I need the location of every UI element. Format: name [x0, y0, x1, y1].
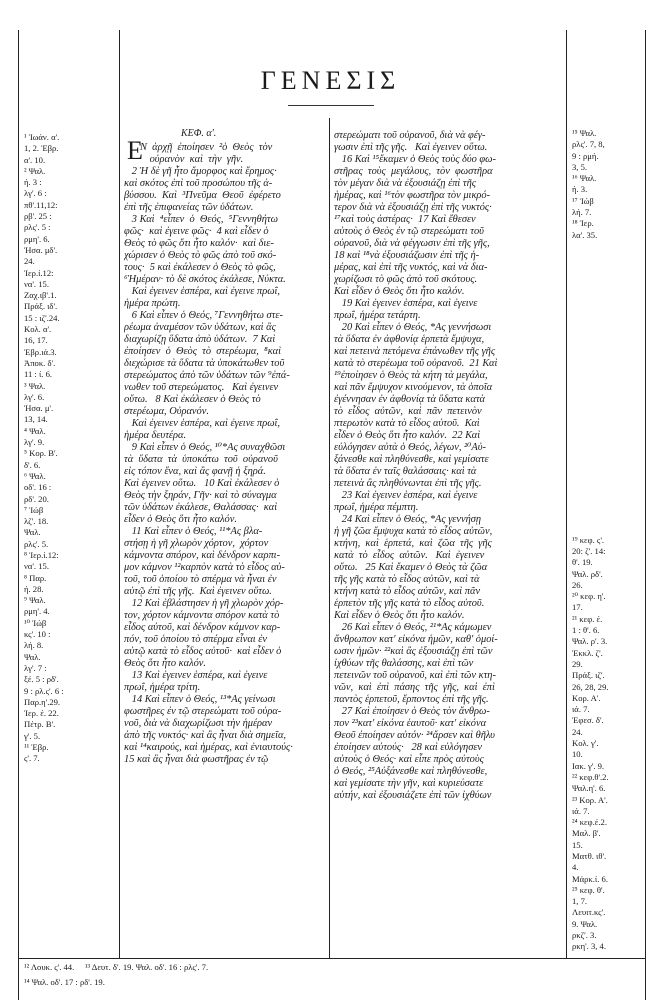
margin-reference: Ψαλ. ρδ'. — [572, 568, 603, 579]
margin-reference: 4. — [572, 862, 579, 873]
margin-reference: ⁶ Ψαλ. — [24, 470, 46, 481]
margin-reference: λή. 8. — [24, 640, 44, 651]
margin-reference: ρκη'. 3, 4. — [572, 941, 606, 952]
text-line: 11 Καὶ εἶπεν ὁ Θεός, ¹¹*Ας βλα- — [124, 526, 263, 537]
text-line: τῶν ὑδάτων ἐκάλεσε, Θαλάσσας· καὶ — [124, 502, 278, 513]
text-line: τοῦ, τοῦ ὁποίου τὸ σπέρμα νὰ ἦναι ἐν — [124, 574, 277, 585]
text-line: Θεὸς τὸ φῶς ὅτι ἦτο καλόν· καὶ διε- — [124, 238, 274, 249]
text-line: πρωΐ, ἡμέρα τετάρτη. — [334, 310, 421, 321]
text-line: ἐπὶ τῆς ἐπιφανείας τῶν ὑδάτων. — [124, 202, 254, 213]
margin-reference — [572, 512, 644, 523]
margin-reference: Ἐφεσ. δ'. — [572, 715, 604, 726]
text-line: 3 Καὶ ⁴εἶπεν ὁ Θεός, ⁵Γεννηθήτω — [124, 214, 278, 225]
text-line: κατὰ τὸ στερέωμα τοῦ οὐρανοῦ. 21 Καὶ — [334, 358, 498, 369]
text-line: ἐποίησεν ὁ Θεὸς τὸ στερέωμα, ⁸καὶ — [124, 346, 282, 357]
margin-reference: Μαλ. β'. — [572, 828, 601, 839]
margin-reference: ¹¹ Ἑβρ. — [24, 742, 49, 753]
margin-reference — [572, 297, 644, 308]
text-line: εἶδεν ὁ Θεὸς ὅτι ἦτο καλόν. 22 Καὶ — [334, 430, 481, 441]
margin-reference: οδ'. 16 : — [24, 482, 52, 493]
text-column-2 — [334, 130, 564, 958]
margin-reference: λγ'. 6. — [24, 391, 45, 402]
margin-reference: πθ'.11,12: — [24, 199, 58, 210]
margin-reference: ρμη'. 6. — [24, 233, 50, 244]
margin-reference: 9 : ρμή. — [572, 150, 599, 161]
margin-reference: Ἡσα. μδ'. — [24, 244, 58, 255]
text-line: 12 Καὶ ἐβλάστησεν ἡ γῆ χλωρὸν χόρ- — [124, 598, 284, 609]
title-underline — [288, 105, 374, 106]
margin-reference — [572, 309, 644, 320]
margin-reference: ρκζ'. 3. — [572, 930, 597, 941]
text-line: οὕτω. 25 Καὶ ἔκαμεν ὁ Θεὸς τὰ ζῶα — [334, 562, 488, 573]
text-line: φωστῆρες ἐν τῷ στερεώματι τοῦ οὐρα- — [124, 706, 282, 717]
margin-reference: ⁸ Παρ. — [24, 572, 47, 583]
margin-reference: 29. — [572, 658, 583, 669]
text-line: Ν ἀρχῇ ἐποίησεν ²ὁ Θεὸς τὸν — [140, 142, 273, 153]
margin-reference: Κολ. α'. — [24, 324, 52, 335]
right-border — [645, 30, 646, 1000]
text-line: πετεινῶν τοῦ οὐρανοῦ, καὶ ἐπὶ τῶν κτη- — [334, 670, 496, 681]
margin-reference — [572, 286, 644, 297]
margin-reference: 26. — [572, 579, 583, 590]
margin-reference: ²³ Κορ. Α'. — [572, 794, 608, 805]
text-line: ξάνεσθε καὶ πληθύνεσθε, καὶ γεμίσατε — [334, 454, 489, 465]
text-line: καὶ πετεινὰ πετόμενα ἐπάνωθεν τῆς γῆς — [334, 346, 496, 357]
text-line: 9 Καὶ εἶπεν ὁ Θεός, ¹⁰*Ας συναχθῶσι — [124, 442, 286, 453]
text-line: 15 καὶ ἂς ἦναι διὰ φωστῆρας ἐν τῷ — [124, 754, 269, 765]
margin-reference: ιά. 7. — [572, 704, 590, 715]
margin-reference — [572, 252, 644, 263]
margin-reference: λζ'. 18. — [24, 516, 49, 527]
margin-reference: ρδ'. 20. — [24, 493, 49, 504]
text-line: παντὸς ἑρπετοῦ, ἕρποντος ἐπὶ τῆς γῆς. — [334, 694, 489, 705]
text-line: κτήνη, καὶ ἑρπετά, καὶ ζῶα τῆς γῆς — [334, 538, 492, 549]
text-line: γωσιν ἐπὶ τῆς γῆς. Καὶ ἐγεινεν οὕτω. — [334, 142, 488, 153]
text-line: στερεώματος ἀπὸ τῶν ὑδάτων τῶν ⁹ἐπά- — [124, 370, 290, 381]
margin-reference: ¹⁹ κεφ. ς'. — [572, 534, 605, 545]
text-line: καὶ σκότος ἐπὶ τοῦ προσώπου τῆς ἀ- — [124, 178, 273, 189]
margin-reference: γ'. 5. — [24, 730, 41, 741]
text-line: 14 Καὶ εἶπεν ὁ Θεός, ¹³*Ας γείνωσι — [124, 694, 276, 705]
margin-reference — [572, 388, 644, 399]
margin-reference — [572, 354, 644, 365]
text-line: στερέωμα, Οὐρανόν. — [124, 406, 209, 417]
right-margin-divider — [566, 30, 567, 958]
margin-reference: ρλς'. 7, 8, — [572, 139, 605, 150]
text-line: 27 Καὶ ἐποίησεν ὁ Θεὸς τὸν ἄνθρω- — [334, 706, 490, 717]
text-line: 6 Καὶ εἶπεν ὁ Θεός, ⁷Γεννηθήτω στε- — [124, 310, 283, 321]
text-line: πετεινὰ ἂς πληθύνωνται ἐπὶ τῆς γῆς. — [334, 478, 482, 489]
text-line: καὶ ¹⁴καιρούς, καὶ ἡμέρας, καὶ ἐνιαυτούς· — [124, 742, 293, 753]
text-line: πρωΐ, ἡμέρα πέμπτη. — [334, 502, 419, 513]
margin-reference: ιά. 7. — [572, 805, 590, 816]
margin-reference: λα'. 35. — [572, 229, 598, 240]
margin-reference: 11 : ί. 6. — [24, 369, 53, 380]
margin-reference — [572, 478, 644, 489]
text-line: αὐτῷ κατὰ τὸ εἶδος αὐτοῦ· καὶ εἶδεν ὁ — [124, 646, 282, 657]
margin-reference: ¹⁶ Ψαλ. — [572, 173, 597, 184]
text-line: βύσσου. Καὶ ³Πνεῦμα Θεοῦ ἐφέρετο — [124, 190, 281, 201]
text-line: φῶς· καὶ ἐγεινε φῶς· 4 καὶ εἶδεν ὁ — [124, 226, 269, 237]
text-line: ἑρπετὸν τῆς γῆς κατὰ τὸ εἶδος αὐτοῦ. — [334, 598, 485, 609]
margin-reference: ή. 3 : — [24, 177, 42, 188]
margin-reference: ρμη'. 4. — [24, 606, 50, 617]
margin-reference — [572, 467, 644, 478]
text-line: χωρίζωσι τὸ φῶς ἀπὸ τοῦ σκότους. — [334, 274, 478, 285]
margin-reference — [572, 264, 644, 275]
margin-reference: 24. — [572, 726, 583, 737]
margin-reference: 13, 14. — [24, 414, 48, 425]
drop-cap: Ε — [127, 136, 143, 165]
column-divider — [329, 118, 330, 958]
text-line: οὐρανὸν καὶ τὴν γῆν. — [134, 154, 244, 165]
text-line: Θεὸς τὴν ξηράν, Γῆν· καὶ τὸ σύναγμα — [124, 490, 277, 501]
text-line: ἄνθρωπον κατ' εἰκόνα ἡμῶν, καθ' ὁμοί- — [334, 634, 498, 645]
text-line: ἐποίησεν αὐτούς· 28 καὶ εὐλόγησεν — [334, 742, 483, 753]
text-column-1 — [124, 142, 327, 958]
margin-reference: 20: ζ'. 14: — [572, 545, 606, 556]
margin-reference: 26, 28, 29. — [572, 681, 609, 692]
text-line: κάμνοντα σπόρον, καὶ δένδρον καρπι- — [124, 550, 281, 561]
margin-reference: Ἡσα. μ'. — [24, 403, 54, 414]
text-line: αὐτήν, καὶ ἐξουσιάζετε ἐπὶ τῶν ἰχθύων — [334, 790, 492, 801]
margin-reference: ρβ'. 25 : — [24, 211, 52, 222]
text-line: ἡμέρα πρώτη. — [124, 298, 181, 309]
margin-reference: ⁷ Ἰώβ — [24, 504, 44, 515]
margin-reference: 9 : ρλ.ς'. 6 : — [24, 685, 64, 696]
margin-reference: ²⁴ κεφ.έ.2. — [572, 817, 607, 828]
footnote-line-1: ¹² Λουκ. ς'. 44. ¹³ Δευτ. δ'. 19. Ψαλ. οδ'. 16 : ρλς'. 7. — [24, 962, 209, 972]
margin-reference: 16, 17. — [24, 335, 48, 346]
margin-reference: Ψαλ. — [24, 651, 41, 662]
margin-reference: ρλς'. 5 : — [24, 222, 51, 233]
margin-reference: να'. 15. — [24, 561, 49, 572]
margin-reference: 3, 5. — [572, 161, 588, 172]
text-line: διεχώρισε τὰ ὕδατα τὰ ὑποκάτωθεν τοῦ — [124, 358, 285, 369]
margin-reference — [572, 422, 644, 433]
margin-reference — [572, 456, 644, 467]
text-line: καὶ γεμίσατε τὴν γῆν, καὶ κυριεύσατε — [334, 778, 484, 789]
text-line: Καὶ εἶδεν ὁ Θεὸς ὅτι ἦτο καλόν. — [334, 286, 465, 297]
margin-reference: λγ'. 6 : — [24, 188, 47, 199]
margin-reference — [572, 241, 644, 252]
margin-reference: Ιακ. γ'. 9. — [572, 760, 605, 771]
margin-reference — [572, 433, 644, 444]
margin-reference: Παρ.η'.29. — [24, 696, 61, 707]
margin-reference: λγ'. 9. — [24, 437, 45, 448]
margin-reference: ² Ψαλ. — [24, 165, 46, 176]
margin-reference: Ἐκκλ. ζ'. — [572, 647, 603, 658]
margin-reference: 15. — [572, 839, 583, 850]
margin-reference — [572, 399, 644, 410]
text-line: κατὰ τὸ εἶδος αὐτῶν. Καὶ ἐγεινεν — [334, 550, 485, 561]
text-line: 20 Καὶ εἶπεν ὁ Θεός, *Ας γεννήσωσι — [334, 322, 492, 333]
margin-reference: ⁴ Ψαλ. — [24, 425, 46, 436]
margin-reference: Ἑβρ.ιά.3. — [24, 346, 57, 357]
margin-reference — [572, 490, 644, 501]
margin-reference: Ψαλ. ρ'. 3. — [572, 636, 608, 647]
text-line: μον κάμνον ¹²καρπὸν κατὰ τὸ εἶδος αὐ- — [124, 562, 285, 573]
text-line: ἡμέρας, καὶ ¹⁶τὸν φωστῆρα τὸν μικρό- — [334, 190, 491, 201]
text-line: πτερωτὸν κατὰ τὸ εἶδος αὐτοῦ. Καὶ — [334, 418, 480, 429]
margin-reference: ²⁰ κεφ. η'. — [572, 591, 606, 602]
margin-reference — [572, 275, 644, 286]
text-line: διαχωρίζῃ ὕδατα ἀπὸ ὑδάτων. 7 Καὶ — [124, 334, 276, 345]
margin-reference: Πράξ. ιδ'. — [24, 301, 58, 312]
text-line: πρωΐ, ἡμέρα τρίτη. — [124, 682, 201, 693]
margin-reference: ⁹ Ψαλ. — [24, 595, 46, 606]
text-line: εἶδεν ὁ Θεὸς ὅτι ἦτο καλόν. — [124, 514, 237, 525]
margin-reference: 1, 2. Ἑβρ. — [24, 143, 59, 154]
margin-reference: Πέτρ. Β'. — [24, 719, 56, 730]
text-line: στερεώματι τοῦ οὐρανοῦ, διὰ νὰ φέγ- — [334, 130, 486, 141]
left-margin-divider — [119, 30, 120, 958]
margin-reference — [572, 331, 644, 342]
margin-reference: Κορ. Α'. — [572, 692, 601, 703]
margin-reference: ή. 3. — [572, 184, 588, 195]
text-line: νωθεν τοῦ στερεώματος. Καὶ ἐγεινεν — [124, 382, 279, 393]
text-line: Καὶ ἐγεινεν ἑσπέρα, καὶ ἐγεινε πρωΐ, — [124, 418, 281, 429]
margin-reference: 10. — [572, 749, 583, 760]
margin-reference: να'. 15. — [24, 278, 49, 289]
text-line: στήσῃ ἡ γῆ χλωρὸν χόρτον, χόρτον — [124, 538, 269, 549]
margin-reference: Πράξ. ιζ'. — [572, 670, 605, 681]
text-line: τερον διὰ νὰ ἐξουσιάζῃ ἐπὶ τῆς νυκτός· — [334, 202, 492, 213]
text-line: νοῦ, διὰ νὰ διαχωρίζωσι τὴν ἡμέραν — [124, 718, 273, 729]
margin-reference — [572, 501, 644, 512]
margin-reference: Ἱερ. έ. 22. — [24, 708, 59, 719]
margin-reference: Ματθ. ιθ'. — [572, 851, 607, 861]
text-line: οὕτω. 8 Καὶ ἐκάλεσεν ὁ Θεὸς τὸ — [124, 394, 261, 405]
left-margin-references — [24, 132, 118, 952]
chapter-heading: ΚΕΦ. α'. — [181, 128, 217, 139]
text-line: ἰχθύων τῆς θαλάσσης, καὶ ἐπὶ τῶν — [334, 658, 474, 669]
margin-reference: Ζαχ.ιβ'.1. — [24, 290, 57, 301]
margin-reference: 15 : ιζ'.24. — [24, 312, 60, 323]
text-line: τὰ ὕδατα ἐν ἀφθονίᾳ ἑρπετὰ ἔμψυχα, — [334, 334, 485, 345]
text-line: τους· 5 καὶ ἐκάλεσεν ὁ Θεὸς τὸ φῶς, — [124, 262, 276, 273]
text-line: ἡ γῆ ζῶα ἔμψυχα κατὰ τὸ εἶδος αὐτῶν, — [334, 526, 493, 537]
text-line: τὰ ὕδατα ἐν ταῖς θαλάσσαις· καὶ τὰ — [334, 466, 477, 477]
text-line: Καὶ ἐγεινεν οὕτω. 10 Καὶ ἐκάλεσεν ὁ — [124, 478, 280, 489]
margin-reference — [572, 523, 644, 534]
margin-reference: δ'. 6. — [24, 459, 41, 470]
margin-reference: Ψαλ. — [24, 527, 41, 538]
margin-reference — [572, 320, 644, 331]
text-line: μέρας, καὶ ἐπὶ τῆς νυκτός, καὶ νὰ δια- — [334, 262, 488, 273]
text-line: ¹⁹ἐποίησεν ὁ Θεὸς τὰ κήτη τὰ μεγάλα, — [334, 370, 488, 381]
margin-reference: α'. 10. — [24, 154, 46, 165]
margin-reference: ¹⁰ Ἰώβ — [24, 617, 47, 628]
text-line: 26 Καὶ εἶπεν ὁ Θεός, ²¹*Ας κάμωμεν — [334, 622, 492, 633]
text-line: οὐρανοῦ, διὰ νὰ φέγγωσιν ἐπὶ τῆς γῆς, — [334, 238, 490, 249]
text-line: πόν, τοῦ ὁποίου τὸ σπέρμα εἶναι ἐν — [124, 634, 267, 645]
margin-reference: Ψαλ.η'. 6. — [572, 783, 606, 794]
margin-reference: ²⁵ κεφ. θ'. — [572, 884, 605, 895]
margin-reference — [572, 444, 644, 455]
margin-reference: ¹⁸ Ἱερ. — [572, 218, 594, 229]
margin-reference: κς'. 10 : — [24, 629, 51, 640]
text-line: ὁ Θεός, ²⁵Αὐξάνεσθε καὶ πληθύνεσθε, — [334, 766, 488, 777]
text-line: εὐλόγησεν αὐτὰ ὁ Θεός, λέγων, ²⁰Αὐ- — [334, 442, 486, 453]
margin-reference: ⁸ Ἱερ.ί.12: — [24, 549, 59, 560]
text-line: τὰ ὕδατα τὰ ὑποκάτω τοῦ οὐρανοῦ — [124, 454, 278, 465]
text-line: 23 Καὶ ἐγεινεν ἑσπέρα, καὶ ἐγεινε — [334, 490, 478, 501]
text-line: ¹⁷καὶ τοὺς ἀστέρας· 17 Καὶ ἔθεσεν — [334, 214, 476, 225]
text-line: 19 Καὶ ἐγεινεν ἑσπέρα, καὶ ἐγεινε — [334, 298, 478, 309]
margin-reference: θ'. 19. — [572, 557, 593, 568]
footnote-rule — [18, 958, 646, 959]
margin-reference: ¹ Ἰωάν. α'. — [24, 132, 60, 142]
text-line: αὐτῷ ἐπὶ τῆς γῆς. Καὶ ἐγεινεν οὕτω. — [124, 586, 272, 597]
left-border — [18, 30, 19, 1000]
text-line: αὐτοὺς ὁ Θεὸς ἐν τῷ στερεώματι τοῦ — [334, 226, 484, 237]
footnote-line-2: ¹⁴ Ψαλ. οδ'. 17 : ρδ'. 19. — [24, 977, 105, 987]
text-line: τῆς γῆς κατὰ τὸ εἶδος αὐτῶν, καὶ τὰ — [334, 574, 480, 585]
margin-reference: λή. 7. — [572, 207, 592, 218]
margin-reference: ²¹ κεφ. έ. — [572, 613, 603, 624]
margin-reference: Μάρκ.ί. 6. — [572, 873, 608, 884]
text-line: ἐγέννησαν ἐν ἀφθονίᾳ τὰ ὕδατα κατὰ — [334, 394, 486, 405]
text-line: ἡμέρα δευτέρα. — [124, 430, 187, 441]
margin-reference: Λευιτ.κς'. — [572, 907, 606, 918]
text-line: στῆρας τοὺς μεγάλους, τὸν φωστῆρα — [334, 166, 493, 177]
text-line: εἶδος αὐτοῦ, καὶ δένδρον κάμνον καρ- — [124, 622, 281, 633]
margin-reference: ³ Ψαλ. — [24, 380, 46, 391]
margin-reference: 1, 7. — [572, 896, 588, 907]
text-line: αὐτοὺς ὁ Θεός· καὶ εἶπε πρὸς αὐτοὺς — [334, 754, 484, 765]
text-line: καὶ πᾶν ἔμψυχον κινούμενον, τὰ ὁποῖα — [334, 382, 493, 393]
text-line: Θεὸς ὅτι ἦτο καλόν. — [124, 658, 207, 669]
text-line: ⁶Ἡμέραν· τὸ δὲ σκότος ἐκάλεσε, Νύκτα. — [124, 274, 286, 285]
margin-reference: λγ'. 7 : — [24, 662, 47, 673]
text-line: 18 καὶ ¹⁸νὰ ἐξουσιάζωσιν ἐπὶ τῆς ἡ- — [334, 250, 480, 261]
text-line: τὸν μέγαν διὰ νὰ ἐξουσιάζῃ ἐπὶ τῆς — [334, 178, 476, 189]
margin-reference: ¹⁷ Ἰώβ — [572, 195, 594, 206]
text-line: ωσιν ἡμῶν· ²²καὶ ἂς ἐξουσιάζῃ ἐπὶ τῶν — [334, 646, 493, 657]
text-line: νῶν, καὶ ἐπὶ πάσης τῆς γῆς, καὶ ἐπὶ — [334, 682, 495, 693]
margin-reference: Ἱερ.ί.12: — [24, 267, 54, 278]
text-line: ρέωμα ἀναμέσον τῶν ὑδάτων, καὶ ἂς — [124, 322, 276, 333]
margin-reference: ξέ. 5 : ρδ'. — [24, 674, 59, 685]
text-line: κτήνη κατὰ τὸ εἶδος αὐτῶν, καὶ πᾶν — [334, 586, 481, 597]
text-line: Καὶ εἶδεν ὁ Θεὸς ὅτι ἦτο καλόν. — [334, 610, 465, 621]
text-line: ἀπὸ τῆς νυκτός· καὶ ἂς ἦναι διὰ σημεῖα, — [124, 730, 287, 741]
text-line: πον ²³κατ' εἰκόνα ἑαυτοῦ· κατ' εἰκόνα — [334, 718, 487, 729]
text-line: Καὶ ἐγεινεν ἑσπέρα, καὶ ἐγεινε πρωΐ, — [124, 286, 281, 297]
margin-reference — [572, 343, 644, 354]
text-line: εἰς τόπον ἕνα, καὶ ἂς φανῇ ἡ ξηρά. — [124, 466, 266, 477]
margin-reference: 1 : θ'. 6. — [572, 625, 600, 636]
margin-reference: 17. — [572, 602, 583, 613]
text-line: 13 Καὶ ἐγεινεν ἑσπέρα, καὶ ἐγεινε — [124, 670, 268, 681]
margin-reference: ή. 28. — [24, 583, 44, 594]
right-margin-references — [572, 128, 644, 958]
margin-reference: ⁵ Κορ. Β'. — [24, 448, 58, 459]
text-line: χώρισεν ὁ Θεὸς τὸ φῶς ἀπὸ τοῦ σκό- — [124, 250, 277, 261]
margin-reference: 24. — [24, 256, 35, 267]
text-line: 16 Καὶ ¹⁵ἔκαμεν ὁ Θεὸς τοὺς δύο φω- — [334, 154, 496, 165]
margin-reference — [572, 365, 644, 376]
margin-reference — [572, 410, 644, 421]
margin-reference — [572, 377, 644, 388]
margin-reference: 9. Ψαλ. — [572, 918, 598, 929]
text-line: τον, χόρτον κάμνοντα σπόρον κατὰ τὸ — [124, 610, 280, 621]
margin-reference: ς'. 7. — [24, 753, 40, 764]
margin-reference: ρλς'. 5. — [24, 538, 49, 549]
text-line: 2 Ἡ δὲ γῆ ἦτο ἄμορφος καὶ ἔρημος· — [124, 166, 277, 177]
margin-reference: ²² κεφ.θ'.2. — [572, 771, 609, 782]
book-title: ΓΕΝΕΣΙΣ — [260, 66, 401, 95]
margin-reference: Ἀποκ. δ'. — [24, 357, 56, 368]
text-line: τὸ εἶδος αὐτῶν, καὶ πᾶν πετεινὸν — [334, 406, 482, 417]
text-line: Θεοῦ ἐποίησεν αὐτόν· ²⁴ἄρσεν καὶ θῆλυ — [334, 730, 495, 741]
text-line: 24 Καὶ εἶπεν ὁ Θεός, *Ας γεννήσῃ — [334, 514, 482, 525]
margin-reference: ¹⁵ Ψαλ. — [572, 128, 597, 138]
margin-reference: Κολ. γ'. — [572, 738, 599, 749]
